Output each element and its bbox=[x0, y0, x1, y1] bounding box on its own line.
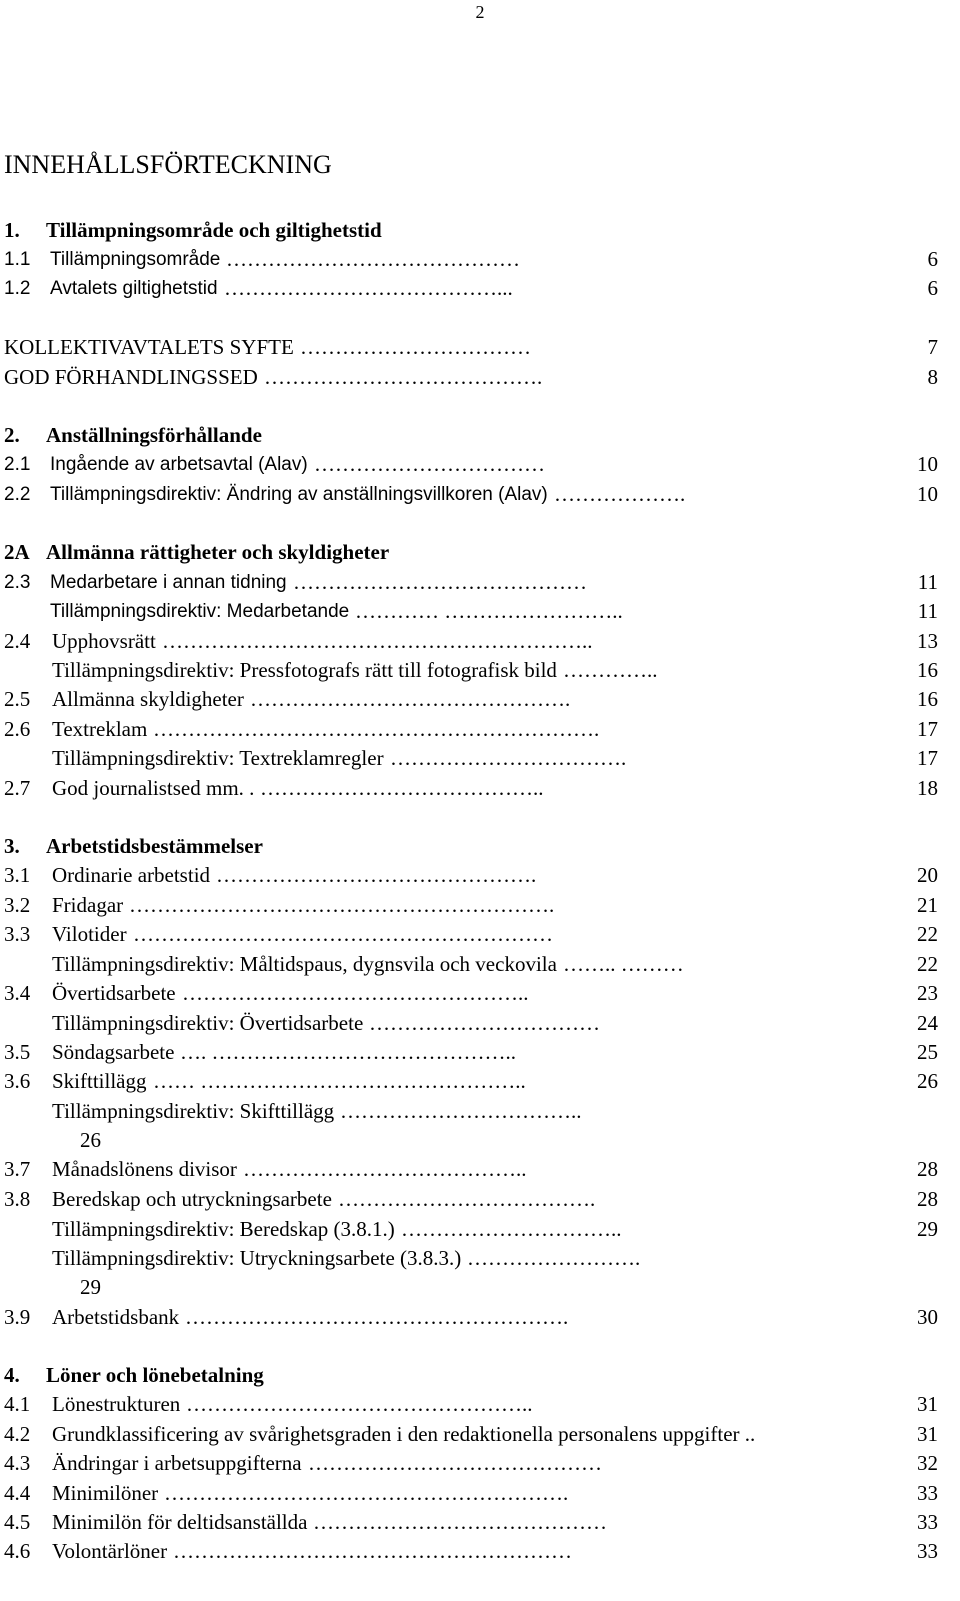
toc-entry bbox=[0, 1097, 960, 1126]
toc-title: INNEHÅLLSFÖRTECKNING bbox=[4, 150, 332, 179]
toc-entry bbox=[0, 1038, 960, 1067]
toc-leader-dots: ………………………………………………………. bbox=[153, 717, 600, 741]
toc-entry-number: 4. bbox=[4, 1363, 20, 1387]
toc-entry-number: 1.2 bbox=[4, 278, 31, 299]
toc-leader-dots: ………………. bbox=[554, 482, 686, 506]
toc-entry-title: KOLLEKTIVAVTALETS SYFTE bbox=[4, 335, 294, 359]
toc-entry-title: Grundklassificering av svårighetsgraden i den redaktionella personalens uppgifter .. bbox=[52, 1422, 756, 1446]
toc-entry-title: Tillämpningsområde och giltighetstid bbox=[46, 218, 382, 242]
toc-entry-title: Anställningsförhållande bbox=[46, 423, 262, 447]
toc-leader-dots: ………………………………. bbox=[338, 1187, 596, 1211]
toc-entry-page: 10 bbox=[917, 452, 938, 476]
toc-entry-page: 31 bbox=[917, 1422, 938, 1446]
toc-leader-dots: ……………………. bbox=[467, 1246, 641, 1270]
toc-entry-title: GOD FÖRHANDLINGSSED bbox=[4, 365, 258, 389]
toc-entry-title: Arbetstidsbestämmelser bbox=[46, 834, 263, 858]
toc-entry bbox=[0, 1273, 960, 1302]
toc-entry-title: Löner och lönebetalning bbox=[46, 1363, 264, 1387]
toc-leader-dots: ……………………………. bbox=[390, 746, 627, 770]
toc-entry-title: Tillämpningsdirektiv: Övertidsarbete bbox=[52, 1011, 364, 1035]
toc-entry-page-wrapped: 29 bbox=[80, 1275, 101, 1299]
toc-entry-page: 13 bbox=[917, 629, 938, 653]
toc-entry bbox=[0, 1215, 960, 1244]
toc-entry-page: 29 bbox=[917, 1217, 938, 1241]
toc-entry bbox=[0, 1420, 960, 1449]
toc-entry-page: 6 bbox=[927, 276, 938, 300]
toc-entry-number: 2A bbox=[4, 540, 30, 564]
toc-entry bbox=[0, 450, 960, 479]
toc-entry-page: 10 bbox=[917, 482, 938, 506]
toc-entry bbox=[0, 1185, 960, 1214]
toc-entry-page: 33 bbox=[917, 1510, 938, 1534]
toc-leader-dots: …. …………………………………….. bbox=[180, 1040, 516, 1064]
toc-entry-title: Ändringar i arbetsuppgifterna bbox=[52, 1451, 302, 1475]
toc-entry-title: Fridagar bbox=[52, 893, 124, 917]
toc-entry bbox=[0, 333, 960, 362]
toc-entry bbox=[0, 656, 960, 685]
toc-entry-title: Skifttillägg bbox=[52, 1069, 147, 1093]
toc-leader-dots: …………………………… bbox=[369, 1011, 600, 1035]
toc-entry-page: 21 bbox=[917, 893, 938, 917]
toc-entry-title: Övertidsarbete bbox=[52, 981, 176, 1005]
toc-leader-dots: ………………………………………………… bbox=[173, 1539, 572, 1563]
toc-entry-title: Tillämpningsdirektiv: Beredskap (3.8.1.) bbox=[52, 1217, 395, 1241]
toc-entry-number: 1. bbox=[4, 218, 20, 242]
toc-leader-dots: …………………………………………………….. bbox=[162, 629, 593, 653]
toc-leader-dots: …………………………………… bbox=[226, 247, 520, 271]
toc-entry-title: Allmänna rättigheter och skyldigheter bbox=[46, 540, 390, 564]
toc-leader-dots: …………………………………… bbox=[308, 1451, 602, 1475]
toc-leader-dots: …………………………………………………. bbox=[164, 1481, 569, 1505]
toc-entry-page: 26 bbox=[917, 1069, 938, 1093]
toc-entry-number: 3.8 bbox=[4, 1187, 31, 1211]
toc-entry-page: 23 bbox=[917, 981, 938, 1005]
toc-entry-title: Minimilöner bbox=[52, 1481, 159, 1505]
toc-entry-page: 31 bbox=[917, 1392, 938, 1416]
toc-leader-dots: ………………………………………….. bbox=[182, 981, 529, 1005]
toc-entry-number: 4.2 bbox=[4, 1422, 31, 1446]
toc-entry-number: 2. bbox=[4, 423, 20, 447]
toc-leader-dots: ………………………….. bbox=[401, 1217, 622, 1241]
toc-entry-title: Lönestrukturen bbox=[52, 1392, 181, 1416]
toc-entry-title: Upphovsrätt bbox=[52, 629, 156, 653]
toc-leader-dots: …………………………….. bbox=[340, 1099, 582, 1123]
toc-entry-title: Textreklam bbox=[52, 717, 148, 741]
toc-entry-page: 17 bbox=[917, 717, 938, 741]
toc-entry bbox=[0, 480, 960, 509]
toc-entry-page: 33 bbox=[917, 1539, 938, 1563]
toc-entry-number: 2.1 bbox=[4, 454, 31, 475]
toc-entry-number: 4.6 bbox=[4, 1539, 31, 1563]
toc-entry-number: 4.4 bbox=[4, 1481, 31, 1505]
toc-entry bbox=[0, 1449, 960, 1478]
toc-entry-page: 25 bbox=[917, 1040, 938, 1064]
toc-entry-number: 2.2 bbox=[4, 484, 31, 505]
toc-section-heading bbox=[0, 832, 960, 861]
toc-entry-number: 2.6 bbox=[4, 717, 31, 741]
toc-entry bbox=[0, 1155, 960, 1184]
toc-entry-title: Tillämpningsdirektiv: Skifttillägg bbox=[52, 1099, 335, 1123]
toc-entry-title: Tillämpningsdirektiv: Textreklamregler bbox=[52, 746, 384, 770]
toc-entry-page: 16 bbox=[917, 658, 938, 682]
toc-leader-dots: …………………………… bbox=[314, 452, 545, 476]
toc-entry-title: Vilotider bbox=[52, 922, 127, 946]
toc-entry bbox=[0, 1390, 960, 1419]
toc-entry-number: 3.7 bbox=[4, 1157, 31, 1181]
toc-entry-number: 3.6 bbox=[4, 1069, 31, 1093]
toc-entry-number: 3.1 bbox=[4, 863, 31, 887]
toc-entry bbox=[0, 1303, 960, 1332]
toc-entry-title: Ingående av arbetsavtal (Alav) bbox=[50, 454, 308, 475]
toc-entry bbox=[0, 774, 960, 803]
toc-entry-number: 2.4 bbox=[4, 629, 31, 653]
toc-entry bbox=[0, 950, 960, 979]
toc-leader-dots: ………………………………………………. bbox=[185, 1305, 569, 1329]
toc-entry-title: Minimilön för deltidsanställda bbox=[52, 1510, 308, 1534]
toc-leader-dots: ………………………………………….. bbox=[186, 1392, 533, 1416]
toc-section-heading bbox=[0, 216, 960, 245]
toc-entry bbox=[0, 1067, 960, 1096]
toc-entry-page: 32 bbox=[917, 1451, 938, 1475]
toc-entry bbox=[0, 1479, 960, 1508]
toc-entry-title: Tillämpningsdirektiv: Måltidspaus, dygnsvila och veckovila bbox=[52, 952, 557, 976]
toc-entry-page: 17 bbox=[917, 746, 938, 770]
toc-entry bbox=[0, 568, 960, 597]
toc-entry bbox=[0, 1009, 960, 1038]
toc-entry-number: 3. bbox=[4, 834, 20, 858]
toc-entry-title: Medarbetare i annan tidning bbox=[50, 572, 287, 593]
toc-entry-title: Tillämpningsdirektiv: Ändring av anställningsvillkoren (Alav) bbox=[50, 484, 548, 505]
toc-entry-page: 33 bbox=[917, 1481, 938, 1505]
toc-entry bbox=[0, 1537, 960, 1566]
toc-leader-dots: ………………………………….. bbox=[260, 776, 544, 800]
toc-entry-page: 22 bbox=[917, 952, 938, 976]
toc-entry bbox=[0, 274, 960, 303]
toc-entry-title: Tillämpningsdirektiv: Pressfotografs rätt till fotografisk bild bbox=[52, 658, 557, 682]
toc-entry-page: 28 bbox=[917, 1187, 938, 1211]
toc-entry-title: God journalistsed mm. . bbox=[52, 776, 255, 800]
toc-section-heading bbox=[0, 538, 960, 567]
toc-entry bbox=[0, 715, 960, 744]
toc-entry-number: 4.3 bbox=[4, 1451, 31, 1475]
toc-leader-dots: ………………………………….. bbox=[243, 1157, 527, 1181]
toc-entry-title: Avtalets giltighetstid bbox=[50, 278, 218, 299]
toc-entry-page: 16 bbox=[917, 687, 938, 711]
toc-entry-page: 8 bbox=[927, 365, 938, 389]
toc-entry bbox=[0, 1126, 960, 1155]
toc-leader-dots: …………………………………… bbox=[293, 570, 587, 594]
toc-entry-page: 6 bbox=[927, 247, 938, 271]
toc-entry-number: 4.5 bbox=[4, 1510, 31, 1534]
toc-entry bbox=[0, 597, 960, 626]
toc-entry bbox=[0, 627, 960, 656]
toc-entry-number: 1.1 bbox=[4, 249, 31, 270]
toc-entry-page: 7 bbox=[927, 335, 938, 359]
toc-entry bbox=[0, 861, 960, 890]
toc-entry bbox=[0, 891, 960, 920]
toc-entry-title: Tillämpningsdirektiv: Medarbetande bbox=[50, 601, 350, 622]
toc-entry bbox=[0, 685, 960, 714]
toc-entry-page: 20 bbox=[917, 863, 938, 887]
toc-entry-title: Beredskap och utryckningsarbete bbox=[52, 1187, 332, 1211]
toc-entry-number: 3.9 bbox=[4, 1305, 31, 1329]
toc-entry-page: 30 bbox=[917, 1305, 938, 1329]
toc-entry bbox=[0, 245, 960, 274]
toc-entry-title: Volontärlöner bbox=[52, 1539, 168, 1563]
toc-entry-page: 24 bbox=[917, 1011, 938, 1035]
toc-leader-dots: …………………………………... bbox=[224, 276, 513, 300]
toc-entry bbox=[0, 1508, 960, 1537]
toc-entry bbox=[0, 979, 960, 1008]
toc-leader-dots: ………………………………………. bbox=[216, 863, 537, 887]
toc-leader-dots: …… ……………………………………….. bbox=[153, 1069, 526, 1093]
toc-leader-dots: ………………………………………. bbox=[250, 687, 571, 711]
toc-leader-dots: …………………………………………………… bbox=[133, 922, 553, 946]
toc-section-heading bbox=[0, 421, 960, 450]
toc-entry-title: Arbetstidsbank bbox=[52, 1305, 180, 1329]
toc-entry-title: Allmänna skyldigheter bbox=[52, 687, 244, 711]
toc-entry-title: Söndagsarbete bbox=[52, 1040, 175, 1064]
toc-entry-title: Tillämpningsdirektiv: Utryckningsarbete (3.8.3.) bbox=[52, 1246, 462, 1270]
toc-entry-number: 4.1 bbox=[4, 1392, 31, 1416]
toc-entry-number: 2.7 bbox=[4, 776, 31, 800]
toc-leader-dots: …………………………………… bbox=[313, 1510, 607, 1534]
toc-leader-dots: ………… …………………….. bbox=[355, 599, 623, 623]
toc-entry-title: Tillämpningsområde bbox=[50, 249, 221, 270]
toc-leader-dots: …….. ……… bbox=[563, 952, 684, 976]
toc-entry-number: 3.2 bbox=[4, 893, 31, 917]
toc-entry-page: 18 bbox=[917, 776, 938, 800]
toc-entry bbox=[0, 1244, 960, 1273]
toc-section-heading bbox=[0, 1361, 960, 1390]
toc-leader-dots: ……………………………………………………. bbox=[129, 893, 555, 917]
toc-entry-number: 3.4 bbox=[4, 981, 31, 1005]
toc-entry-number: 2.5 bbox=[4, 687, 31, 711]
toc-entry-page: 28 bbox=[917, 1157, 938, 1181]
toc-entry-page: 11 bbox=[917, 570, 938, 594]
toc-entry-page: 11 bbox=[917, 599, 938, 623]
toc-entry-title: Ordinarie arbetstid bbox=[52, 863, 211, 887]
page-number: 2 bbox=[475, 2, 485, 22]
toc-entry-number: 2.3 bbox=[4, 572, 31, 593]
toc-entry-page-wrapped: 26 bbox=[80, 1128, 101, 1152]
toc-entry-page: 22 bbox=[917, 922, 938, 946]
toc-entry-number: 3.3 bbox=[4, 922, 31, 946]
toc-entry bbox=[0, 744, 960, 773]
toc-entry-number: 3.5 bbox=[4, 1040, 31, 1064]
toc-leader-dots: …………………………………. bbox=[264, 365, 543, 389]
toc-entry-title: Månadslönens divisor bbox=[52, 1157, 237, 1181]
toc-leader-dots: …………………………… bbox=[300, 335, 531, 359]
toc-entry bbox=[0, 363, 960, 392]
toc-leader-dots: ………….. bbox=[563, 658, 658, 682]
toc-entry bbox=[0, 920, 960, 949]
